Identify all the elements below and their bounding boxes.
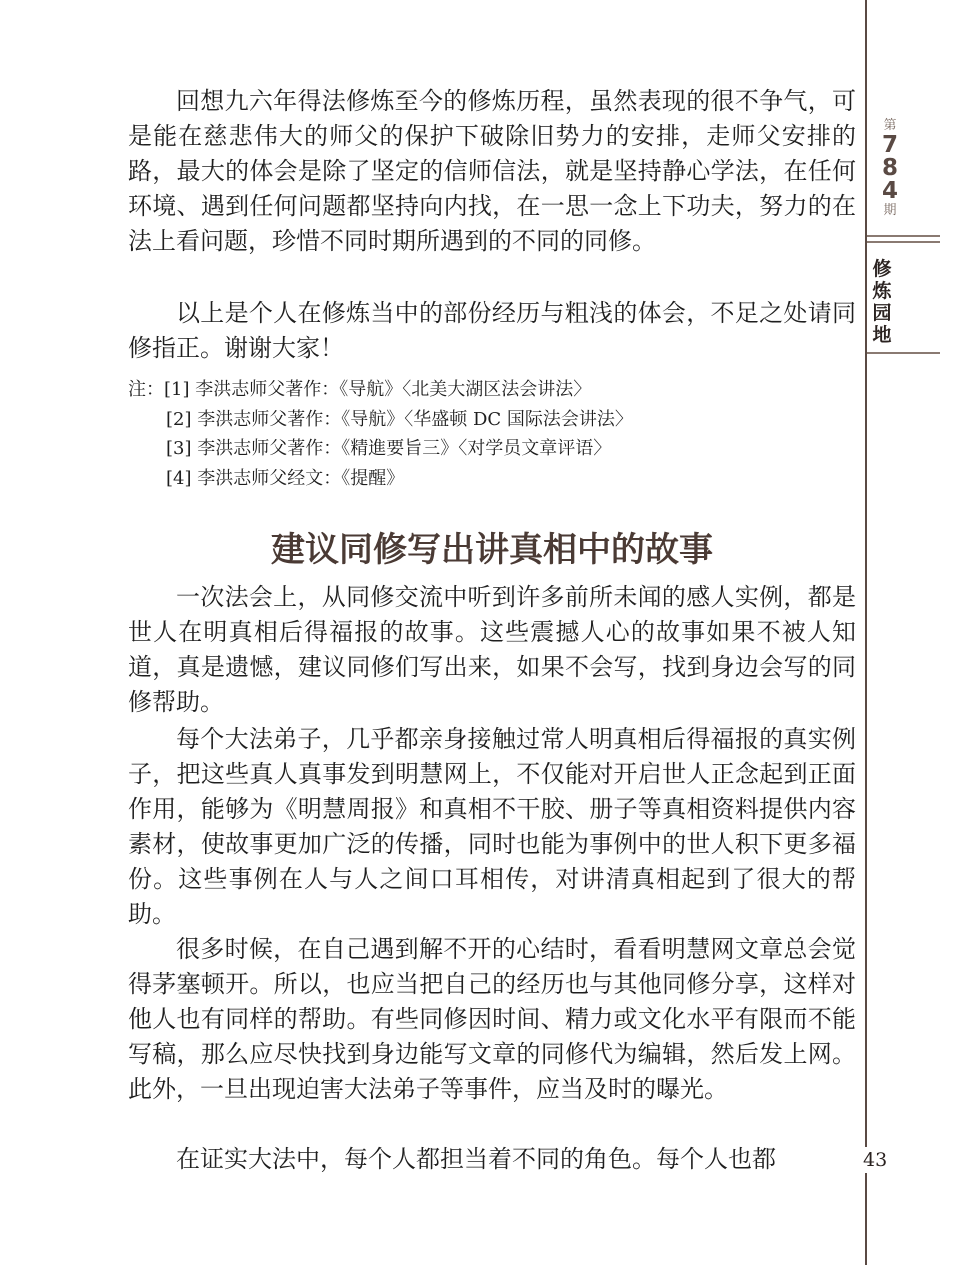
body-paragraph: 很多时候，在自己遇到解不开的心结时，看看明慧网文章总会觉得茅塞顿开。所以，也应当把自己的经历也与其他同修分享，这样对他人也有同样的帮助。有些同修因时间、精力或文化水平有限而不能写稿，那么应尽快找到身边能写文章的同修代为编辑，然后发上网。此外，一旦出现迫害大法弟子等事件，应当及时的曝光。 bbox=[128, 935, 856, 1103]
issue-prefix: 第 bbox=[883, 118, 897, 133]
footnote: [3] 李洪志师父著作：《精進要旨三》〈对学员文章评语〉 bbox=[166, 438, 612, 459]
footnote-text: [1] 李洪志师父著作：《导航》〈北美大湖区法会讲法〉 bbox=[164, 379, 592, 400]
body-paragraph: 一次法会上，从同修交流中听到许多前所未闻的感人实例，都是世人在明真相后得福报的故事。这些震撼人心的故事如果不被人知道，真是遗憾，建议同修们写出来，如果不会写，找到身边会写的同修帮助。 bbox=[128, 583, 856, 716]
footnote: [2] 李洪志师父著作：《导航》〈华盛顿 DC 国际法会讲法〉 bbox=[166, 408, 633, 430]
footnote: [4] 李洪志师父经文：《提醒》 bbox=[166, 467, 405, 489]
body-paragraph: 每个大法弟子，几乎都亲身接触过常人明真相后得福报的真实例子，把这些真人真事发到明慧网上，不仅能对开启世人正念起到正面作用，能够为《明慧周报》和真相不干胶、册子等真相资料提供内容素材，使故事更加广泛的传播，同时也能为事例中的世人积下更多福份。这些事例在人与人之间口耳相传，对讲清真相起到了很大的帮助。 bbox=[128, 725, 856, 928]
body-paragraph: 以上是个人在修炼当中的部份经历与粗浅的体会，不足之处请同修指正。谢谢大家！ bbox=[128, 299, 856, 362]
article-title: 建议同修写出讲真相中的故事 bbox=[271, 530, 713, 570]
sidebar-divider bbox=[867, 235, 940, 237]
issue-digit: 8 bbox=[881, 155, 898, 181]
page-number: 43 bbox=[863, 1149, 888, 1171]
column-label bbox=[867, 258, 897, 346]
column-label-char: 修 bbox=[872, 258, 892, 280]
issue-suffix: 期 bbox=[883, 203, 897, 218]
issue-digit: 7 bbox=[881, 132, 898, 158]
column-label-char: 园 bbox=[872, 302, 892, 324]
column-label-char: 炼 bbox=[872, 280, 892, 302]
footnotes bbox=[128, 375, 828, 493]
sidebar-divider bbox=[867, 241, 940, 243]
footnote bbox=[128, 375, 828, 405]
issue-digit: 4 bbox=[881, 178, 898, 204]
body-paragraph: 在证实大法中，每个人都担当着不同的角色。每个人也都 bbox=[176, 1145, 776, 1173]
footnote-prefix: 注： bbox=[128, 379, 164, 400]
issue-marker bbox=[867, 118, 913, 219]
sidebar-divider bbox=[867, 352, 940, 354]
column-label-char: 地 bbox=[872, 324, 892, 346]
body-paragraph: 回想九六年得法修炼至今的修炼历程，虽然表现的很不争气，可是能在慈悲伟大的师父的保护下破除旧势力的安排，走师父安排的路，最大的体会是除了坚定的信师信法，就是坚持静心学法，在任何环境、遇到任何问题都坚持向内找，在一思一念上下功夫，努力的在法上看问题，珍惜不同时期所遇到的不同的同修。 bbox=[128, 87, 856, 255]
